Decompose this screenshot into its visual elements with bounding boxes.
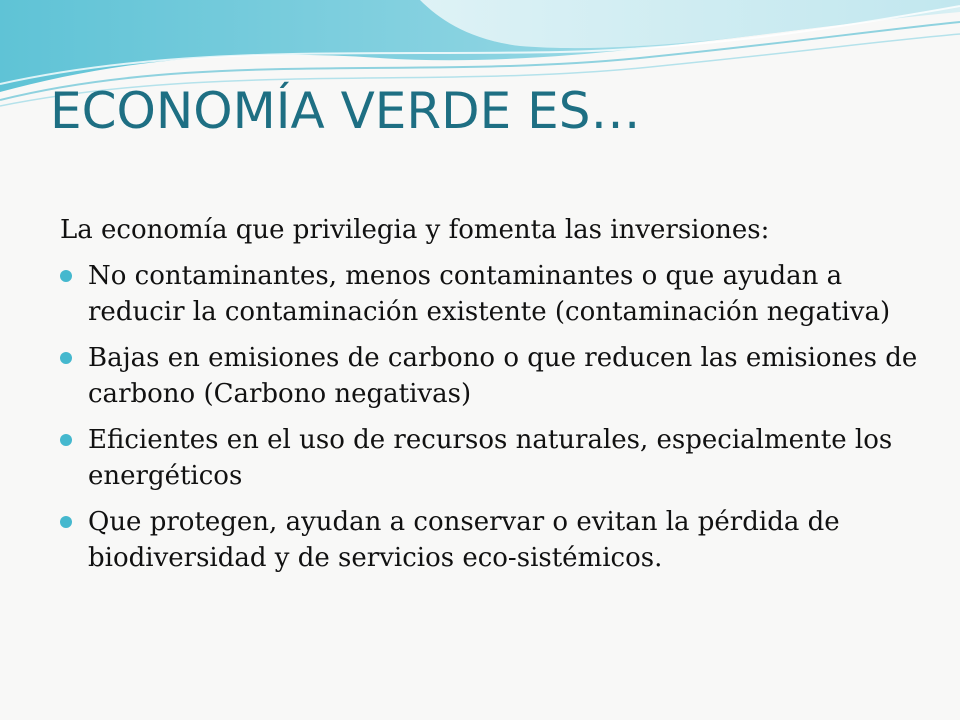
bullet-list [60, 258, 920, 576]
bullet-text: No contaminantes, menos contaminantes o que ayudan a reducir la contaminación existente (contaminación negativa) [88, 261, 891, 327]
bullet-dot-icon [60, 516, 72, 528]
bullet-item [60, 258, 920, 330]
bullet-dot-icon [60, 352, 72, 364]
slide-title: ECONOMÍA VERDE ES… [50, 82, 641, 140]
bullet-text: Bajas en emisiones de carbono o que reducen las emisiones de carbono (Carbono negativas) [88, 343, 918, 409]
bullet-item [60, 422, 920, 494]
bullet-dot-icon [60, 434, 72, 446]
bullet-text: Que protegen, ayudan a conservar o evitan la pérdida de biodiversidad y de servicios eco-sistémicos. [88, 507, 840, 573]
bullet-item [60, 340, 920, 412]
slide-body [60, 212, 920, 586]
bullet-dot-icon [60, 270, 72, 282]
bullet-item [60, 504, 920, 576]
intro-text: La economía que privilegia y fomenta las inversiones: [60, 215, 770, 245]
bullet-text: Eficientes en el uso de recursos naturales, especialmente los energéticos [88, 425, 893, 491]
